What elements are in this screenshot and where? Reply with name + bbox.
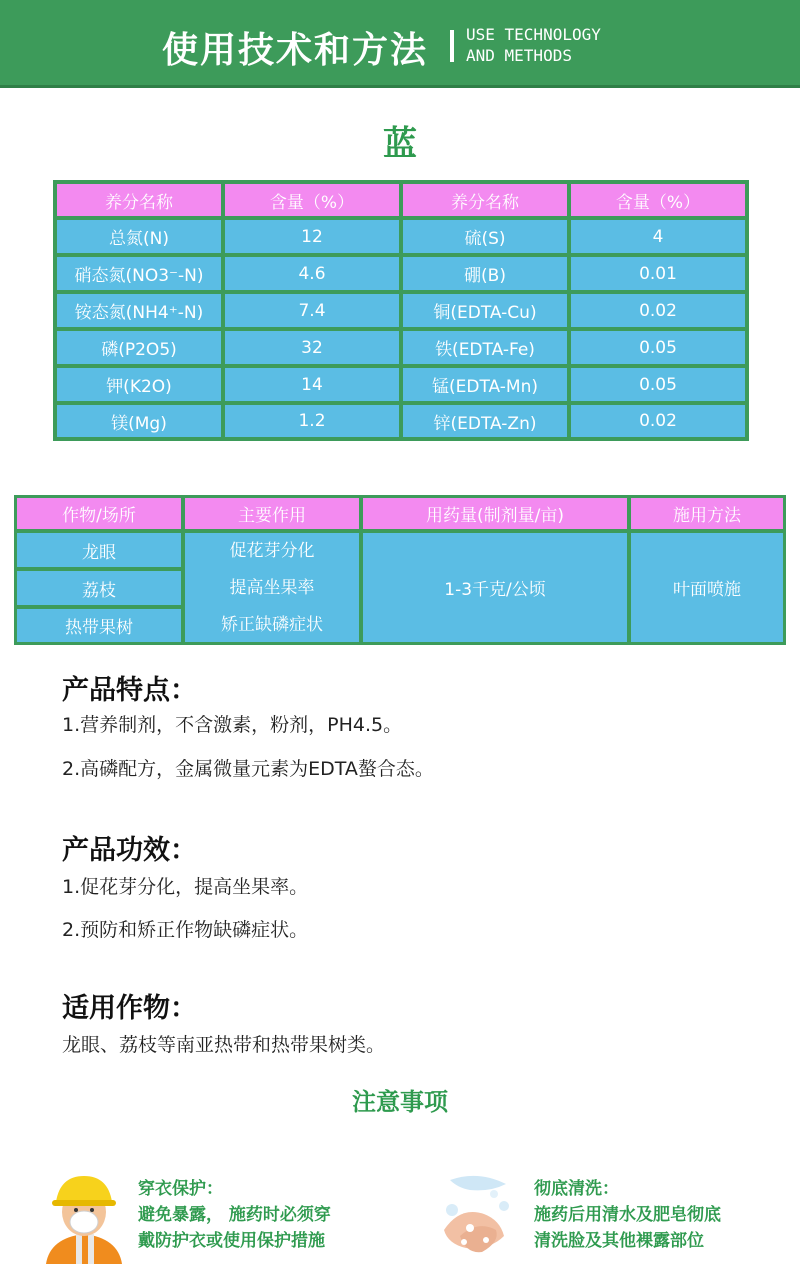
nutrient-cell: 0.02 <box>571 294 745 327</box>
nutrient-cell: 钾(K2O) <box>57 368 221 401</box>
nutrient-cell: 铵态氮(NH4⁺-N) <box>57 294 221 327</box>
tip-line-clothing: 避免暴露， 施药时必须穿 <box>138 1205 331 1225</box>
nutrient-cell: 0.02 <box>571 405 745 437</box>
worker-helmet-mask-icon <box>36 1168 132 1264</box>
usage-method-cell: 叶面喷施 <box>631 533 783 642</box>
nutrient-cell: 14 <box>225 368 399 401</box>
nutrient-cell: 锰(EDTA-Mn) <box>403 368 567 401</box>
usage-crop-cell: 荔枝 <box>17 571 181 605</box>
efficacy-item: 1.促花芽分化，提高坐果率。 <box>62 876 309 898</box>
header-banner <box>0 0 800 88</box>
nutrient-cell: 硼(B) <box>403 257 567 290</box>
usage-header-dosage: 用药量(制剂量/亩) <box>363 498 627 529</box>
nutrient-cell: 4 <box>571 220 745 253</box>
product-name: 蓝 <box>383 124 417 164</box>
usage-crop-cell: 龙眼 <box>17 533 181 567</box>
nutrient-cell: 硫(S) <box>403 220 567 253</box>
nutrient-header-content-1: 含量（%） <box>225 184 399 216</box>
header-divider <box>450 30 454 62</box>
tip-line-washing: 清洗脸及其他裸露部位 <box>534 1231 704 1251</box>
crops-text: 龙眼、荔枝等南亚热带和热带果树类。 <box>62 1034 386 1056</box>
nutrient-cell: 12 <box>225 220 399 253</box>
nutrient-header-name-2: 养分名称 <box>403 184 567 216</box>
nutrient-cell: 磷(P2O5) <box>57 331 221 364</box>
nutrient-table <box>53 180 749 441</box>
nutrient-cell: 总氮(N) <box>57 220 221 253</box>
efficacy-title: 产品功效： <box>62 835 197 866</box>
nutrient-cell: 1.2 <box>225 405 399 437</box>
nutrient-cell: 7.4 <box>225 294 399 327</box>
usage-table <box>14 495 786 645</box>
nutrient-cell: 32 <box>225 331 399 364</box>
nutrient-cell: 铁(EDTA-Fe) <box>403 331 567 364</box>
nutrient-cell: 锌(EDTA-Zn) <box>403 405 567 437</box>
nutrient-cell: 0.05 <box>571 368 745 401</box>
header-title-en-line2: AND METHODS <box>466 46 572 65</box>
notice-title: 注意事项 <box>352 1088 448 1116</box>
nutrient-cell: 0.01 <box>571 257 745 290</box>
header-title-cn: 使用技术和方法 <box>162 30 429 71</box>
usage-effect-line: 提高坐果率 <box>229 578 315 598</box>
usage-header-method: 施用方法 <box>631 498 783 529</box>
crops-title: 适用作物： <box>62 993 197 1024</box>
tip-line-clothing: 戴防护衣或使用保护措施 <box>138 1231 325 1251</box>
usage-header-crop: 作物/场所 <box>17 498 181 529</box>
usage-effect-line: 促花芽分化 <box>229 541 315 561</box>
usage-effect-cell <box>185 533 359 642</box>
tip-line-washing: 施药后用清水及肥皂彻底 <box>534 1205 721 1225</box>
tip-title-clothing: 穿衣保护： <box>138 1179 223 1199</box>
usage-effect-line: 矫正缺磷症状 <box>221 615 323 635</box>
usage-crop-cell: 热带果树 <box>17 609 181 642</box>
nutrient-cell: 硝态氮(NO3⁻-N) <box>57 257 221 290</box>
header-title-en <box>466 24 601 66</box>
feature-item: 2.高磷配方，金属微量元素为EDTA螯合态。 <box>62 758 434 780</box>
nutrient-cell: 镁(Mg) <box>57 405 221 437</box>
usage-dosage-cell: 1-3千克/公顷 <box>363 533 627 642</box>
efficacy-item: 2.预防和矫正作物缺磷症状。 <box>62 919 309 941</box>
hand-washing-icon <box>430 1170 526 1260</box>
header-title-en-line1: USE TECHNOLOGY <box>466 25 601 44</box>
tip-title-washing: 彻底清洗： <box>534 1179 619 1199</box>
usage-header-effect: 主要作用 <box>185 498 359 529</box>
nutrient-header-content-2: 含量（%） <box>571 184 745 216</box>
nutrient-cell: 0.05 <box>571 331 745 364</box>
nutrient-header-name-1: 养分名称 <box>57 184 221 216</box>
feature-item: 1.营养制剂，不含激素，粉剂，PH4.5。 <box>62 714 403 736</box>
features-title: 产品特点： <box>62 675 197 706</box>
nutrient-cell: 4.6 <box>225 257 399 290</box>
nutrient-cell: 铜(EDTA-Cu) <box>403 294 567 327</box>
